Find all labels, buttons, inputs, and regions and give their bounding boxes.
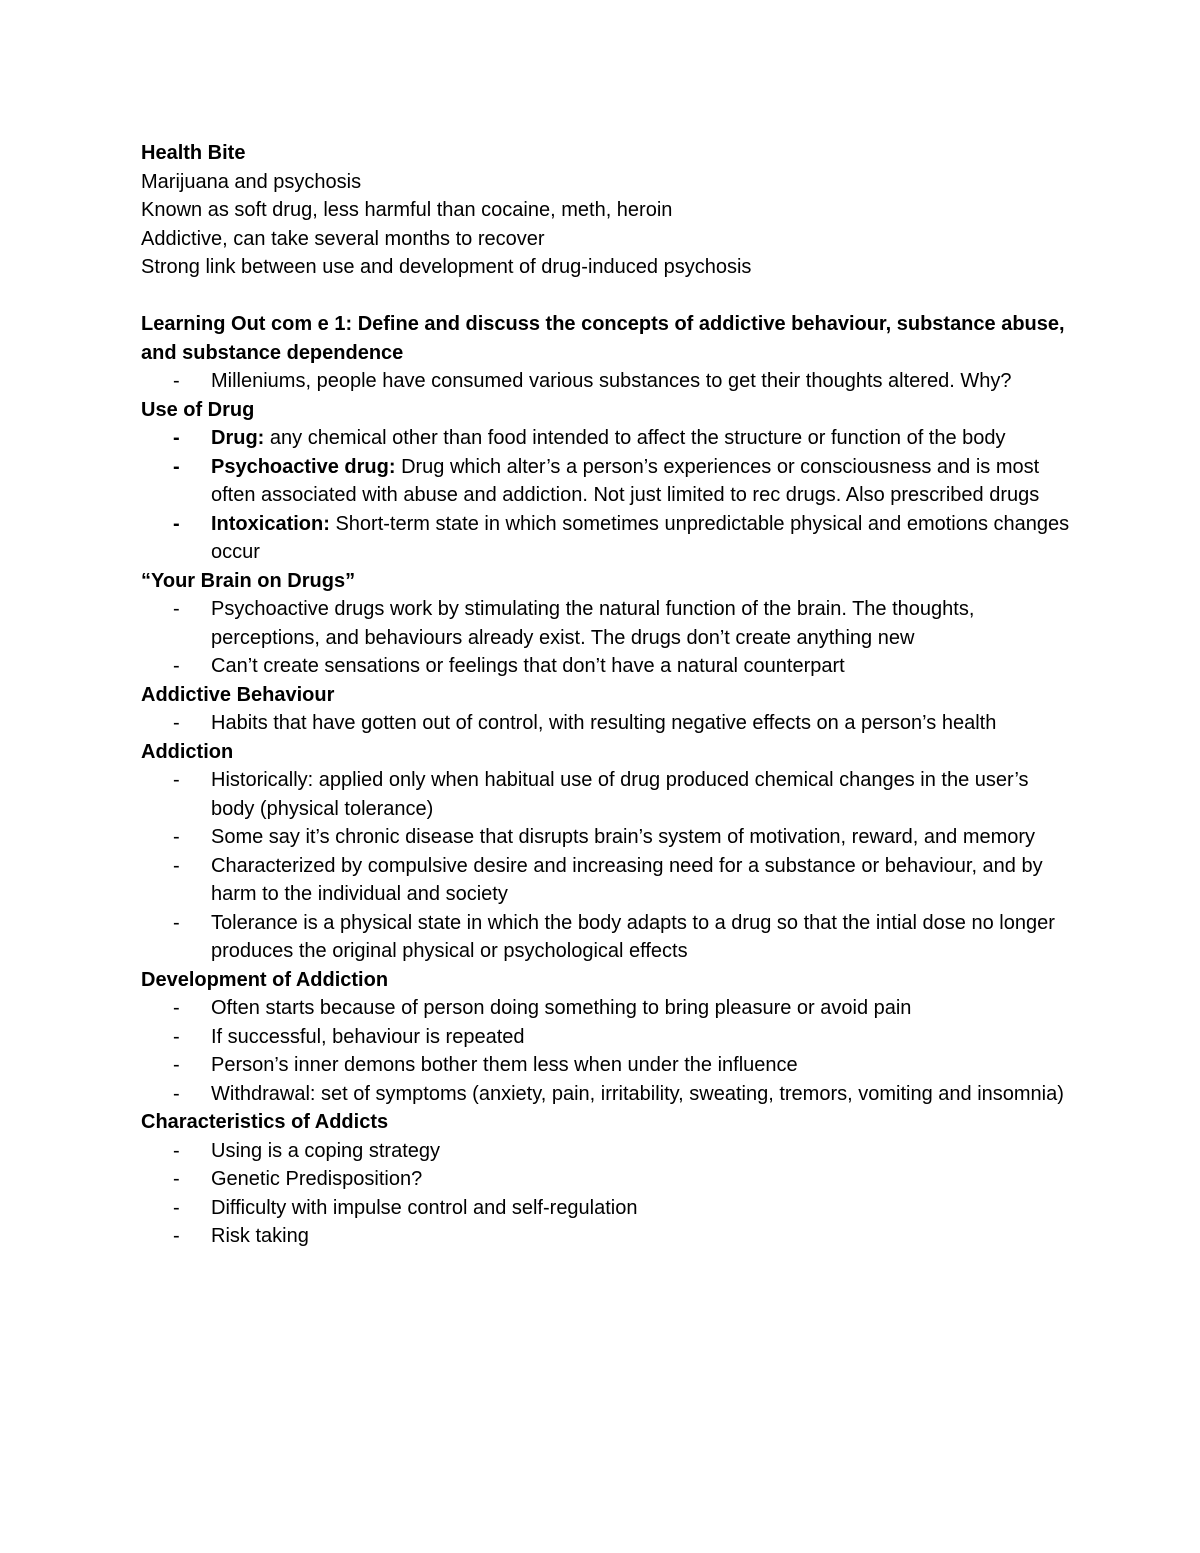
bullet-dash: - [173, 1196, 180, 1219]
list-item-text: Milleniums, people have consumed various substances to get their thoughts altered. Why? [211, 370, 1012, 392]
bullet-dash: - [173, 712, 180, 734]
list-item [141, 994, 1071, 1023]
definition-term: Drug: [211, 427, 265, 449]
list-item-text: Can’t create sensations or feelings that don’t have a natural counterpart [211, 655, 845, 677]
intro-line: Strong link between use and development of drug-induced psychosis [141, 256, 752, 278]
list-item-text: Tolerance is a physical state in which the body adapts to a drug so that the intial dose no longer produces the original physical or psychological effects [211, 911, 1055, 962]
bullet-dash: - [173, 427, 180, 449]
list-item-text: Historically: applied only when habitual use of drug produced chemical changes in the user’s body (physical tolerance) [211, 769, 1029, 820]
bullet-dash: - [173, 370, 180, 392]
heading-characteristics-of-addicts: Characteristics of Addicts [141, 1111, 389, 1133]
bullet-dash: - [173, 826, 180, 848]
bullet-dash: - [173, 1225, 180, 1247]
list-item [141, 367, 1071, 396]
bullet-dash: - [173, 1168, 180, 1190]
addiction-list [141, 766, 1071, 966]
brain-on-drugs-list [141, 595, 1071, 681]
list-item-text: If successful, behaviour is repeated [211, 1025, 525, 1048]
intro-line: Known as soft drug, less harmful than cocaine, meth, heroin [141, 199, 673, 221]
learning-outcome-list [141, 367, 1071, 396]
heading-addictive-behaviour: Addictive Behaviour [141, 683, 335, 706]
bullet-dash: - [173, 655, 180, 677]
list-item-text: Often starts because of person doing something to bring pleasure or avoid pain [211, 997, 912, 1019]
heading-addiction: Addiction [141, 740, 234, 763]
intro-line: Marijuana and psychosis [141, 170, 362, 193]
list-item [141, 1222, 1071, 1251]
list-item [141, 1137, 1071, 1166]
list-item [141, 1080, 1071, 1109]
bullet-dash: - [173, 1139, 180, 1162]
list-item-text: Risk taking [211, 1225, 309, 1247]
development-list [141, 994, 1071, 1108]
intro-line: Addictive, can take several months to recover [141, 227, 545, 250]
list-item [141, 652, 1071, 681]
list-item-text: Habits that have gotten out of control, with resulting negative effects on a person’s health [211, 712, 997, 734]
list-item-text: Person’s inner demons bother them less when under the influence [211, 1054, 798, 1076]
section-title-health-bite: Health Bite [141, 142, 246, 164]
definition-text: any chemical other than food intended to affect the structure or function of the body [264, 427, 1006, 449]
list-item-text: Difficulty with impulse control and self-regulation [211, 1196, 638, 1219]
addictive-behaviour-list [141, 709, 1071, 738]
list-item [141, 709, 1071, 738]
list-item [141, 823, 1071, 852]
bullet-dash: - [173, 512, 180, 535]
characteristics-list [141, 1137, 1071, 1251]
learning-outcome-heading: Learning Out com e 1: Define and discuss the concepts of addictive behaviour, substance abuse, and substance dependence [141, 313, 1065, 364]
list-item-text: Psychoactive drugs work by stimulating the natural function of the brain. The thoughts, perceptions, and behaviours already exist. The drugs don’t create anything new [211, 598, 975, 649]
blank-line [141, 282, 1071, 311]
definition-term: Intoxication: [211, 512, 330, 535]
list-item [141, 453, 1071, 510]
heading-use-of-drug: Use of Drug [141, 398, 255, 421]
list-item [141, 852, 1071, 909]
document-page [141, 139, 1071, 1251]
list-item [141, 510, 1071, 567]
bullet-dash: - [173, 1025, 180, 1048]
definition-text: Short-term state in which sometimes unpredictable physical and emotions changes occur [211, 512, 1070, 563]
heading-development-of-addiction: Development of Addiction [141, 968, 389, 991]
list-item [141, 424, 1071, 453]
list-item [141, 1194, 1071, 1223]
list-item-text: Withdrawal: set of symptoms (anxiety, pain, irritability, sweating, tremors, vomiting and insomnia) [211, 1082, 1064, 1105]
bullet-dash: - [173, 997, 180, 1019]
list-item [141, 595, 1071, 652]
list-item-text: Using is a coping strategy [211, 1139, 441, 1162]
definition-text: Drug which alter’s a person’s experiences or consciousness and is most often associated with abuse and addiction. Not just limited to rec drugs. Also prescribed drugs [211, 455, 1040, 506]
list-item [141, 1023, 1071, 1052]
definition-term: Psychoactive drug: [211, 455, 396, 478]
bullet-dash: - [173, 854, 180, 877]
list-item [141, 766, 1071, 823]
bullet-dash: - [173, 1082, 180, 1105]
list-item [141, 909, 1071, 966]
list-item [141, 1165, 1071, 1194]
list-item [141, 1051, 1071, 1080]
bullet-dash: - [173, 598, 180, 620]
list-item-text: Genetic Predisposition? [211, 1168, 423, 1190]
use-of-drug-list [141, 424, 1071, 567]
bullet-dash: - [173, 769, 180, 791]
list-item-text: Some say it’s chronic disease that disrupts brain’s system of motivation, reward, and memory [211, 826, 1036, 848]
bullet-dash: - [173, 1054, 180, 1076]
list-item-text: Characterized by compulsive desire and increasing need for a substance or behaviour, and by harm to the individual and society [211, 854, 1043, 905]
heading-brain-on-drugs: “Your Brain on Drugs” [141, 569, 356, 592]
bullet-dash: - [173, 911, 180, 934]
bullet-dash: - [173, 455, 180, 478]
